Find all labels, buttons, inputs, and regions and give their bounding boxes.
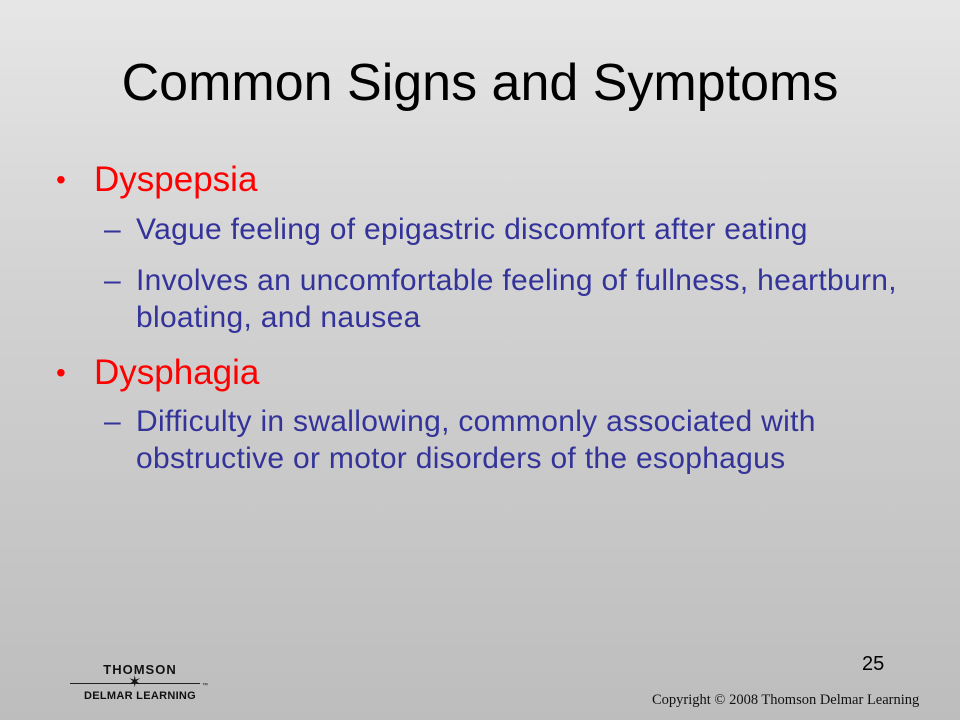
sub-bullet-item xyxy=(104,262,916,336)
slide-title: Common Signs and Symptoms xyxy=(121,54,839,112)
bullet-icon: • xyxy=(56,164,66,195)
bullet-heading: Dysphagia xyxy=(94,353,260,392)
dash-icon: – xyxy=(104,213,121,246)
dash-icon: – xyxy=(104,405,121,438)
bullet-item xyxy=(56,157,916,202)
sub-bullet-text: Vague feeling of epigastric discomfort after eating xyxy=(136,213,808,246)
dash-icon: – xyxy=(104,264,121,297)
sub-bullet-text: Difficulty in swallowing, commonly associated with obstructive or motor disorders of the esophagus xyxy=(136,405,816,475)
page-number: 25 xyxy=(862,653,885,675)
sub-bullet-text: Involves an uncomfortable feeling of fullness, heartburn, bloating, and nausea xyxy=(136,264,897,334)
copyright-notice: Copyright © 2008 Thomson Delmar Learning xyxy=(652,692,920,708)
logo-bottom-text: DELMAR LEARNING xyxy=(83,690,197,702)
star-burst-icon: ✶ xyxy=(128,674,142,691)
bullet-item xyxy=(56,350,916,395)
bullet-heading: Dyspepsia xyxy=(94,160,258,199)
thomson-delmar-logo xyxy=(70,662,210,708)
bullet-icon: • xyxy=(56,357,66,388)
trademark-mark: ™ xyxy=(202,683,208,689)
sub-bullet-item xyxy=(104,211,916,248)
logo-top-text: THOMSON xyxy=(103,662,177,677)
slide-content xyxy=(56,157,916,477)
sub-bullet-item xyxy=(104,403,916,477)
